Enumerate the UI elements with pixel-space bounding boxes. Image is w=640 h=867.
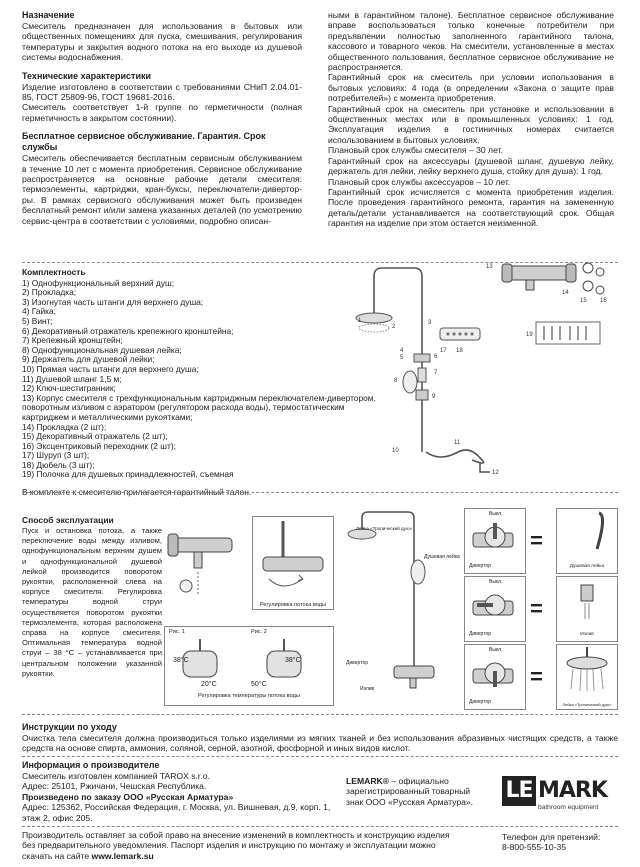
brand-name: LEMARK® xyxy=(346,776,390,786)
logo-mark: MARK xyxy=(538,778,607,803)
warranty-right-2: Гарантийный срок на смеситель при условии использования в бытовых условиях: 4 года (в определении «Закона о защите прав потребителей») с момента приобретения. xyxy=(328,72,614,104)
phone-label: Телефон для претензий: xyxy=(502,832,601,842)
kit-item: 9) Держатель для душевой лейки; xyxy=(22,354,155,365)
care-section xyxy=(22,722,618,754)
kit-item: 4) Гайка; xyxy=(22,306,57,317)
flow-knob-icon xyxy=(253,517,333,597)
brand-text-1: – официально xyxy=(391,776,449,786)
temp-50-label: 50°C xyxy=(251,681,267,688)
manufacturer-line-2: Адрес: 25101, Ржичани, Чешская Республика. xyxy=(22,781,207,792)
callout-18: 18 xyxy=(456,348,463,354)
callout-4: 4 xyxy=(400,348,404,354)
separator-line xyxy=(22,826,618,827)
kit-item: 13) Корпус смесителя с трехфункциональным картриджным переключателем-дивертором, xyxy=(22,392,376,403)
kit-item: 7) Крепежный кронштейн; xyxy=(22,335,123,346)
callout-8: 8 xyxy=(394,378,398,384)
callout-10: 10 xyxy=(392,448,399,454)
callout-7: 7 xyxy=(434,370,438,376)
mode-hand-label: Душевая лейка xyxy=(569,564,605,569)
dial-icon xyxy=(471,655,519,697)
mixer-body xyxy=(506,266,570,280)
kit-item: 17) Шуруп (3 шт); xyxy=(22,450,90,461)
mode-schematic xyxy=(338,508,454,710)
kit-item: 3) Изогнутая часть штанги для верхнего душа; xyxy=(22,296,204,307)
fig1-label: Рис. 1 xyxy=(169,629,185,635)
footer-text-1: Производитель оставляет за собой право на внесение изменений в комплектность и конструкцию изделия xyxy=(22,830,450,840)
callout-13: 13 xyxy=(486,264,493,270)
dial-icon xyxy=(471,587,519,629)
kit-item: 11) Душевой шланг 1,5 м; xyxy=(22,373,122,384)
off-label: Выкл. xyxy=(489,579,503,585)
eccentric-part xyxy=(583,263,593,273)
mode-row xyxy=(464,576,526,642)
mixer-handle xyxy=(502,264,512,282)
top-shower-head xyxy=(356,313,392,323)
separator-line xyxy=(22,714,618,715)
kit-item: 8) Однофункциональная душевая лейка; xyxy=(22,344,182,355)
warranty-right-4: Плановый срок службы смесителя – 30 лет. xyxy=(328,145,503,156)
tech-text-1: Изделие изготовлено в соответствии с требованиями СНиП 2.04.01-85, ГОСТ 25809-96, ГОСТ 19681-2016. xyxy=(22,81,302,103)
lemark-logo xyxy=(502,772,618,818)
kit-diagram xyxy=(330,262,620,480)
logo-le-box: LE xyxy=(502,776,536,806)
warranty-right-7: Гарантийный срок исчисляется с момента приобретения изделия. После проведения гарантийного ремонта, гарантия на замененную деталь/детали устанавливается на соответствующий срок. Общая гарантия на изделие при этом остается неизменной. xyxy=(328,186,614,229)
callout-12: 12 xyxy=(492,470,499,476)
mode-result-hand xyxy=(556,508,618,574)
eccentric-part xyxy=(596,268,604,276)
kit-item: 6) Декоративный отражатель крепежного кронштейна; xyxy=(22,325,234,336)
mode-result-top xyxy=(556,644,618,710)
kit-heading: Комплектность xyxy=(22,267,86,277)
flow-diagram xyxy=(164,512,244,622)
operation-text: Пуск и остановка потока, а также переключение воды между изливом, однофункциональным верхним душем и однофункциональной душевой лейкой производится поворотом рукоятки, расположенной слева на корпусе смесителя. Регулировка температуры водной струи осуществляется поворотом рукоятки термоэлемента, которая расположена справа на корпусе смесителя. Оптимальная температура водной струи – 38 °С – устанавливается при центральном положении указанной рукоятки. xyxy=(22,526,162,678)
manufacturer-section xyxy=(22,760,342,823)
kit-item: поворотным изливом с аэратором (регулятором расхода воды), термостатическим xyxy=(22,402,345,413)
service-text: Смеситель обеспечивается бесплатным сервисным обслуживанием в течение 10 лет с момента приобретения. Сервисное обслуживание распространяется на основные рабочие детали смесителя: термоэлементы, картриджи, кран-буксы, переключатели-дивертор-ры. В рамках сервисного обслуживания может быть произведен бесплатный ремонт и/или замена указанных деталей (по усмотрению сервис-центра в соответствии с условиями, подробно описан- xyxy=(22,153,302,226)
equals-icon: = xyxy=(530,664,543,689)
manufacturer-line-5: этаж 2, офис 205. xyxy=(22,812,93,823)
temp-38b-label: 38°C xyxy=(285,657,301,664)
kit-item: 10) Прямая часть штанги для верхнего душа; xyxy=(22,363,199,374)
separator-line xyxy=(22,492,618,493)
purpose-text: Смеситель предназначен для использования в бытовых или общественных помещениях для пуска, смешивания, регулирования температуры и закрытия водного потока на его выходе из душевой системы водоснабжения. xyxy=(22,21,302,63)
purpose-heading: Назначение xyxy=(22,10,75,20)
shower-arm xyxy=(374,268,422,314)
tech-text-2: Смеситель соответствует 1-й группе по герметичности (полная герметичность в закрытом состоянии). xyxy=(22,102,302,123)
off-label: Выкл. xyxy=(489,647,503,653)
kit-section xyxy=(22,268,382,498)
warranty-right-5: Гарантийный срок на аксессуары (душевой шланг, душевую лейку, держатель для лейки, лейку верхнего душа, стойку для душа): 1 год. xyxy=(328,155,614,177)
temp-caption: Регулировка температуры потока воды xyxy=(198,693,300,699)
mode-result-spout xyxy=(556,576,618,642)
callout-19: 19 xyxy=(526,332,533,338)
footer-url-link[interactable]: www.lemark.su xyxy=(91,850,154,861)
hose xyxy=(426,450,484,463)
top-shower-face xyxy=(359,324,389,332)
callout-1: 1 xyxy=(358,318,362,324)
hand-shower-holder xyxy=(416,390,428,400)
eccentric-part xyxy=(583,281,593,291)
phone-number: 8-800-555-10-35 xyxy=(502,842,567,853)
kit-item: картриджем и металлическими рукоятками; xyxy=(22,411,193,422)
equals-icon: = xyxy=(530,528,543,553)
brand-text-2: зарегистрированный товарный xyxy=(346,786,471,797)
off-label: Выкл. xyxy=(489,511,503,517)
eccentric-part xyxy=(596,286,604,294)
warranty-right-1: ными в гарантийном талоне). Бесплатное сервисное обслуживание вправе воспользоваться только конечные потребители при предъявлении полностью заполненного гарантийного талона, кассового и товарного чеков. На смесители, установленные в местах общественного пользования, бесплатное сервисное обслуживание не распространяется. xyxy=(328,10,614,73)
callout-3: 3 xyxy=(428,320,432,326)
screws-box xyxy=(536,322,600,344)
kit-item: 14) Прокладка (2 шт); xyxy=(22,421,107,432)
manufacturer-line-1: Смеситель изготовлен компанией TAROX s.r.o. xyxy=(22,771,210,781)
kit-item: 1) Однофункциональный верхний душ; xyxy=(22,277,175,288)
callout-6: 6 xyxy=(434,354,438,360)
callout-5: 5 xyxy=(400,355,404,361)
mixer-spout xyxy=(526,280,534,290)
kit-note: В комплекте к смесителю прилагается гарантийный талон. xyxy=(22,487,252,498)
flow-caption: Регулировка потока воды xyxy=(259,602,327,608)
flow-diagram-panel xyxy=(252,516,334,610)
footer-text-3: скачать на сайте xyxy=(22,850,90,861)
temp-diagram-panel xyxy=(164,626,334,706)
hand-shower-icon xyxy=(557,509,617,559)
manufacturer-heading: Информация о производителе xyxy=(22,760,160,770)
callout-16: 16 xyxy=(600,298,607,304)
footer-disclaimer xyxy=(22,830,490,861)
manufacturer-line-3: Произведено по заказу ООО «Русская Арматура» xyxy=(22,791,234,802)
mixer-handle xyxy=(566,264,576,282)
mode-row xyxy=(464,508,526,574)
kit-item: 5) Винт; xyxy=(22,315,53,326)
bracket-part xyxy=(414,354,430,362)
mode-top-label: Лейка «Тропический душ» xyxy=(562,702,612,707)
callout-2: 2 xyxy=(392,324,396,330)
equals-icon: = xyxy=(530,596,543,621)
kit-item: 19) Полочка для душевых принадлежностей, съемная xyxy=(22,469,234,480)
care-text: Очистка тела смесителя должна производиться только изделиями из мягких тканей и без использования абразивных чистящих средств, а также средств на основе спирта, аммония, соляной, серной, азотной, фосфорной и иных видов кислот. xyxy=(22,733,618,754)
top-shower-icon xyxy=(557,645,617,697)
label-diverter: Дивертор xyxy=(346,660,369,666)
care-heading: Инструкции по уходу xyxy=(22,722,117,732)
callout-14: 14 xyxy=(562,290,569,296)
hand-shower-head xyxy=(403,371,417,393)
kit-item: 16) Эксцентриковый переходник (2 шт); xyxy=(22,440,176,451)
service-heading: Бесплатное сервисное обслуживание. Гарантия. Срок службы xyxy=(22,131,266,153)
bracket-part xyxy=(418,368,426,382)
mode-row xyxy=(464,644,526,710)
label-top-shower: Лейка «Тропический душ» xyxy=(356,526,413,531)
callout-11: 11 xyxy=(454,440,461,446)
callout-9: 9 xyxy=(432,394,436,400)
operation-section xyxy=(22,515,162,679)
warranty-right-3: Гарантийный срок на смеситель при установке и использовании в общественных местах или в промышленных условиях: 1 год. Эксплуатация изделия в гостиничных номерах считается использованием в бытовых условиях. xyxy=(328,103,614,145)
manufacturer-line-4: Адрес: 125362, Российская Федерация, г. Москва, ул. Вишневая, д.9, корп. 1, xyxy=(22,802,331,813)
mode-spout-label: Излив xyxy=(580,632,594,637)
mode-diverter-label: Дивертор xyxy=(469,563,492,569)
callout-15: 15 xyxy=(580,298,587,304)
fig2-label: Рис. 2 xyxy=(251,629,267,635)
kit-item: 12) Ключ-шестигранник; xyxy=(22,383,116,394)
callout-17: 17 xyxy=(440,348,447,354)
operation-heading: Способ эксплуатации xyxy=(22,515,114,525)
temp-20-label: 20°C xyxy=(201,681,217,688)
warranty-left-column xyxy=(22,10,302,226)
label-spout: Излив xyxy=(360,686,375,692)
brand-statement xyxy=(346,776,496,807)
dial-icon xyxy=(471,519,519,561)
temp-knobs-icon xyxy=(165,635,333,693)
kit-item: 2) Прокладка; xyxy=(22,287,77,298)
brand-text-3: знак ООО «Русская Арматура». xyxy=(346,796,474,807)
separator-line xyxy=(22,756,618,757)
footer-text-2: без предварительного уведомления. Паспорт изделия и инструкцию по монтажу и эксплуатации можно xyxy=(22,840,436,851)
kit-item: 15) Декоративный отражатель (2 шт); xyxy=(22,431,168,442)
tech-heading: Технические характеристики xyxy=(22,70,152,81)
spout-icon xyxy=(557,577,617,627)
kit-item: 18) Дюбель (3 шт); xyxy=(22,459,95,470)
footer-phone xyxy=(502,832,622,853)
logo-sub: bathroom equipment xyxy=(538,804,599,811)
warranty-right-column xyxy=(328,10,614,229)
label-hand-shower: Душевая лейка xyxy=(424,554,460,560)
temp-38-label: 38°C xyxy=(173,657,189,664)
mode-diverter-label: Дивертор xyxy=(469,699,492,705)
mode-diverter-label: Дивертор xyxy=(469,631,492,637)
warranty-right-6: Плановый срок службы аксессуаров – 10 лет. xyxy=(328,176,511,187)
